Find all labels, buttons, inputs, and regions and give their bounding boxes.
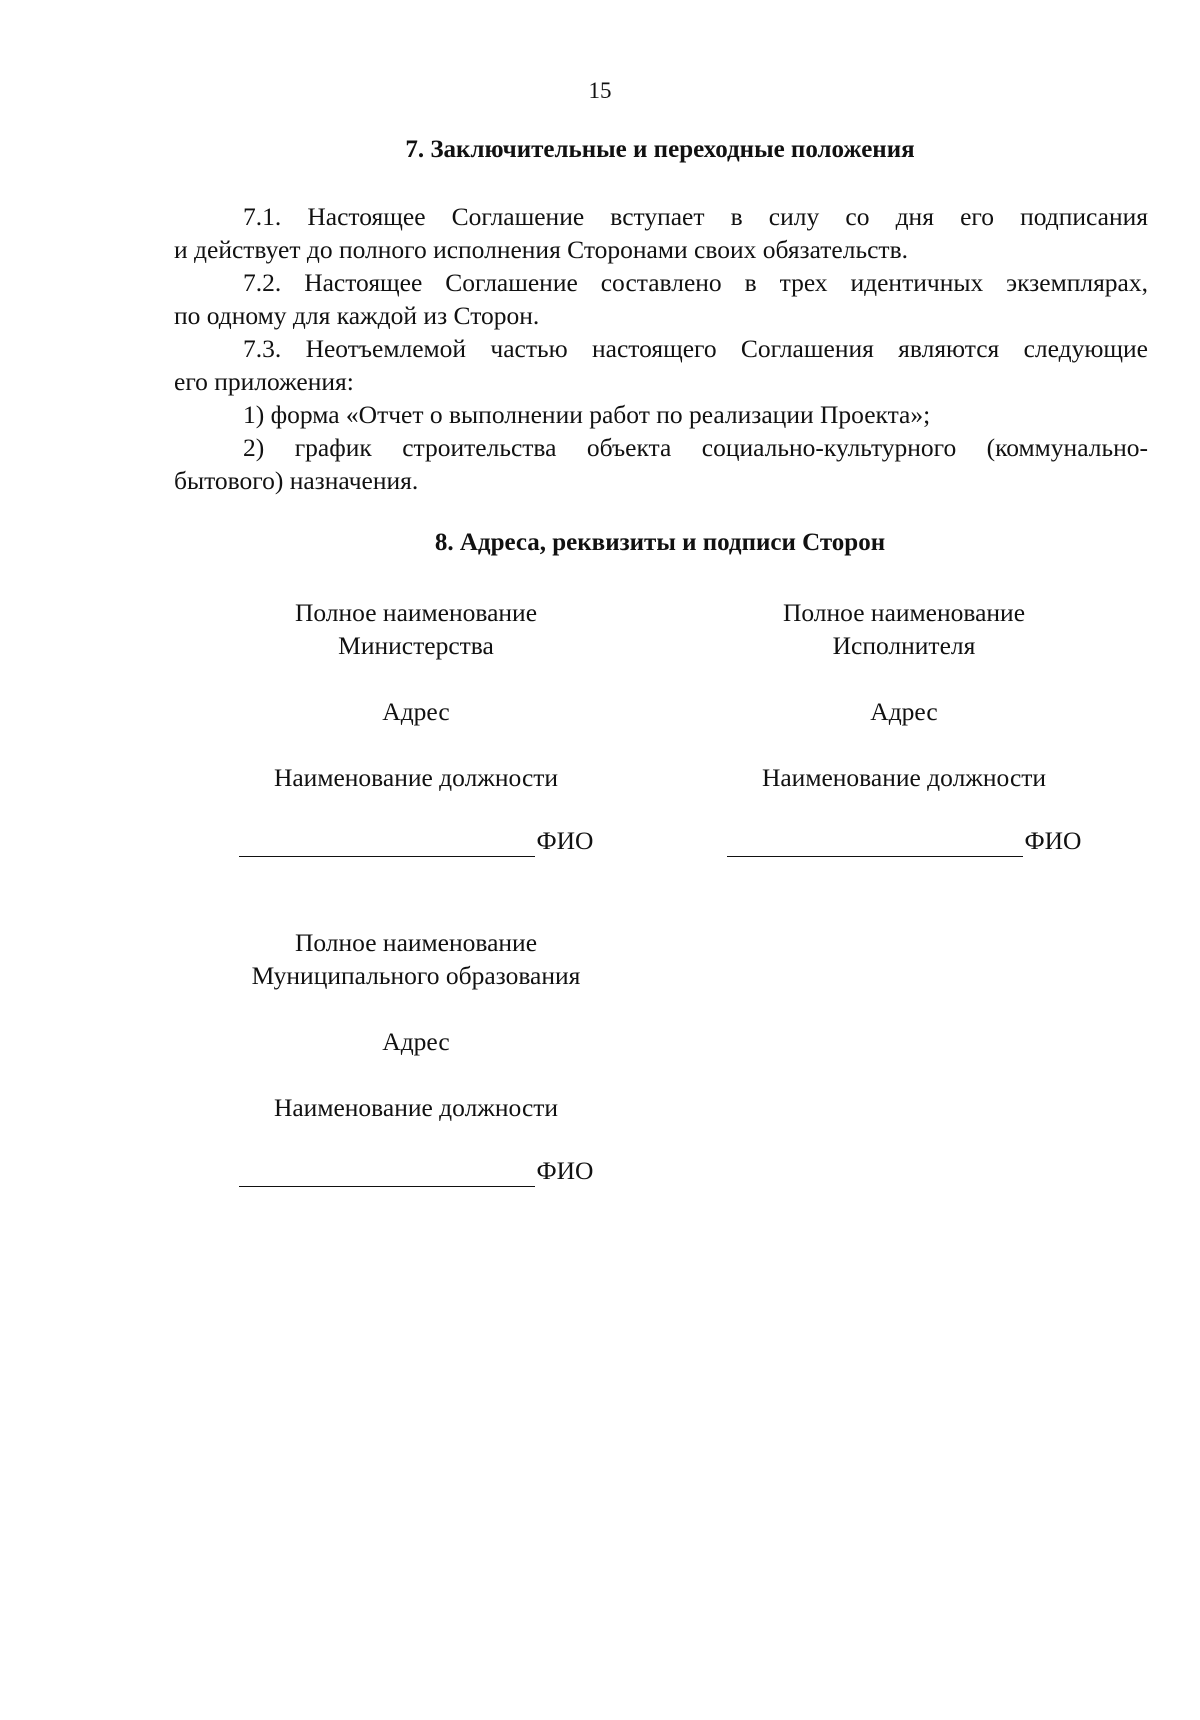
executor-position: Наименование должности	[761, 763, 1047, 792]
ministry-signature-row	[176, 824, 656, 857]
executor-block	[664, 596, 1144, 857]
municipality-name-line2: Муниципального образования	[251, 961, 581, 990]
ministry-block	[176, 596, 656, 857]
ministry-name-line1: Полное наименование	[294, 598, 538, 627]
municipality-address: Адрес	[382, 1027, 450, 1056]
executor-address: Адрес	[870, 697, 938, 726]
municipality-signature-line	[239, 1160, 535, 1187]
ministry-address: Адрес	[382, 697, 450, 726]
ministry-signatory: ФИО	[536, 826, 594, 855]
appendix-item-2-continuation: бытового) назначения.	[174, 466, 419, 495]
executor-signatory: ФИО	[1024, 826, 1082, 855]
municipality-name-line1: Полное наименование	[294, 928, 538, 957]
executor-signature-row	[664, 824, 1144, 857]
ministry-position: Наименование должности	[273, 763, 559, 792]
clause-7-1-continuation: и действует до полного исполнения Сторонами своих обязательств.	[174, 235, 908, 264]
municipality-block	[176, 926, 656, 1187]
executor-name-line2: Исполнителя	[832, 631, 976, 660]
clause-7-2: 7.2. Настоящее Соглашение составлено в трех идентичных экземплярах,	[243, 268, 1148, 297]
section-7-heading: 7. Заключительные и переходные положения	[405, 136, 915, 163]
municipality-signatory: ФИО	[536, 1156, 594, 1185]
page-number: 15	[588, 78, 612, 103]
ministry-signature-line	[239, 830, 535, 857]
section-7-body	[174, 200, 1148, 497]
appendix-item-2: 2) график строительства объекта социально-культурного (коммунально-	[243, 433, 1148, 462]
municipality-position: Наименование должности	[273, 1093, 559, 1122]
clause-7-3-continuation: его приложения:	[174, 367, 354, 396]
executor-name-line1: Полное наименование	[782, 598, 1026, 627]
municipality-signature-row	[176, 1154, 656, 1187]
clause-7-2-continuation: по одному для каждой из Сторон.	[174, 301, 540, 330]
clause-7-3: 7.3. Неотъемлемой частью настоящего Соглашения являются следующие	[243, 334, 1148, 363]
ministry-name-line2: Министерства	[338, 631, 494, 660]
executor-signature-line	[727, 830, 1023, 857]
section-8-heading: 8. Адреса, реквизиты и подписи Сторон	[434, 529, 886, 556]
clause-7-1: 7.1. Настоящее Соглашение вступает в силу со дня его подписания	[243, 202, 1148, 231]
appendix-item-1: 1) форма «Отчет о выполнении работ по реализации Проекта»;	[243, 400, 931, 429]
